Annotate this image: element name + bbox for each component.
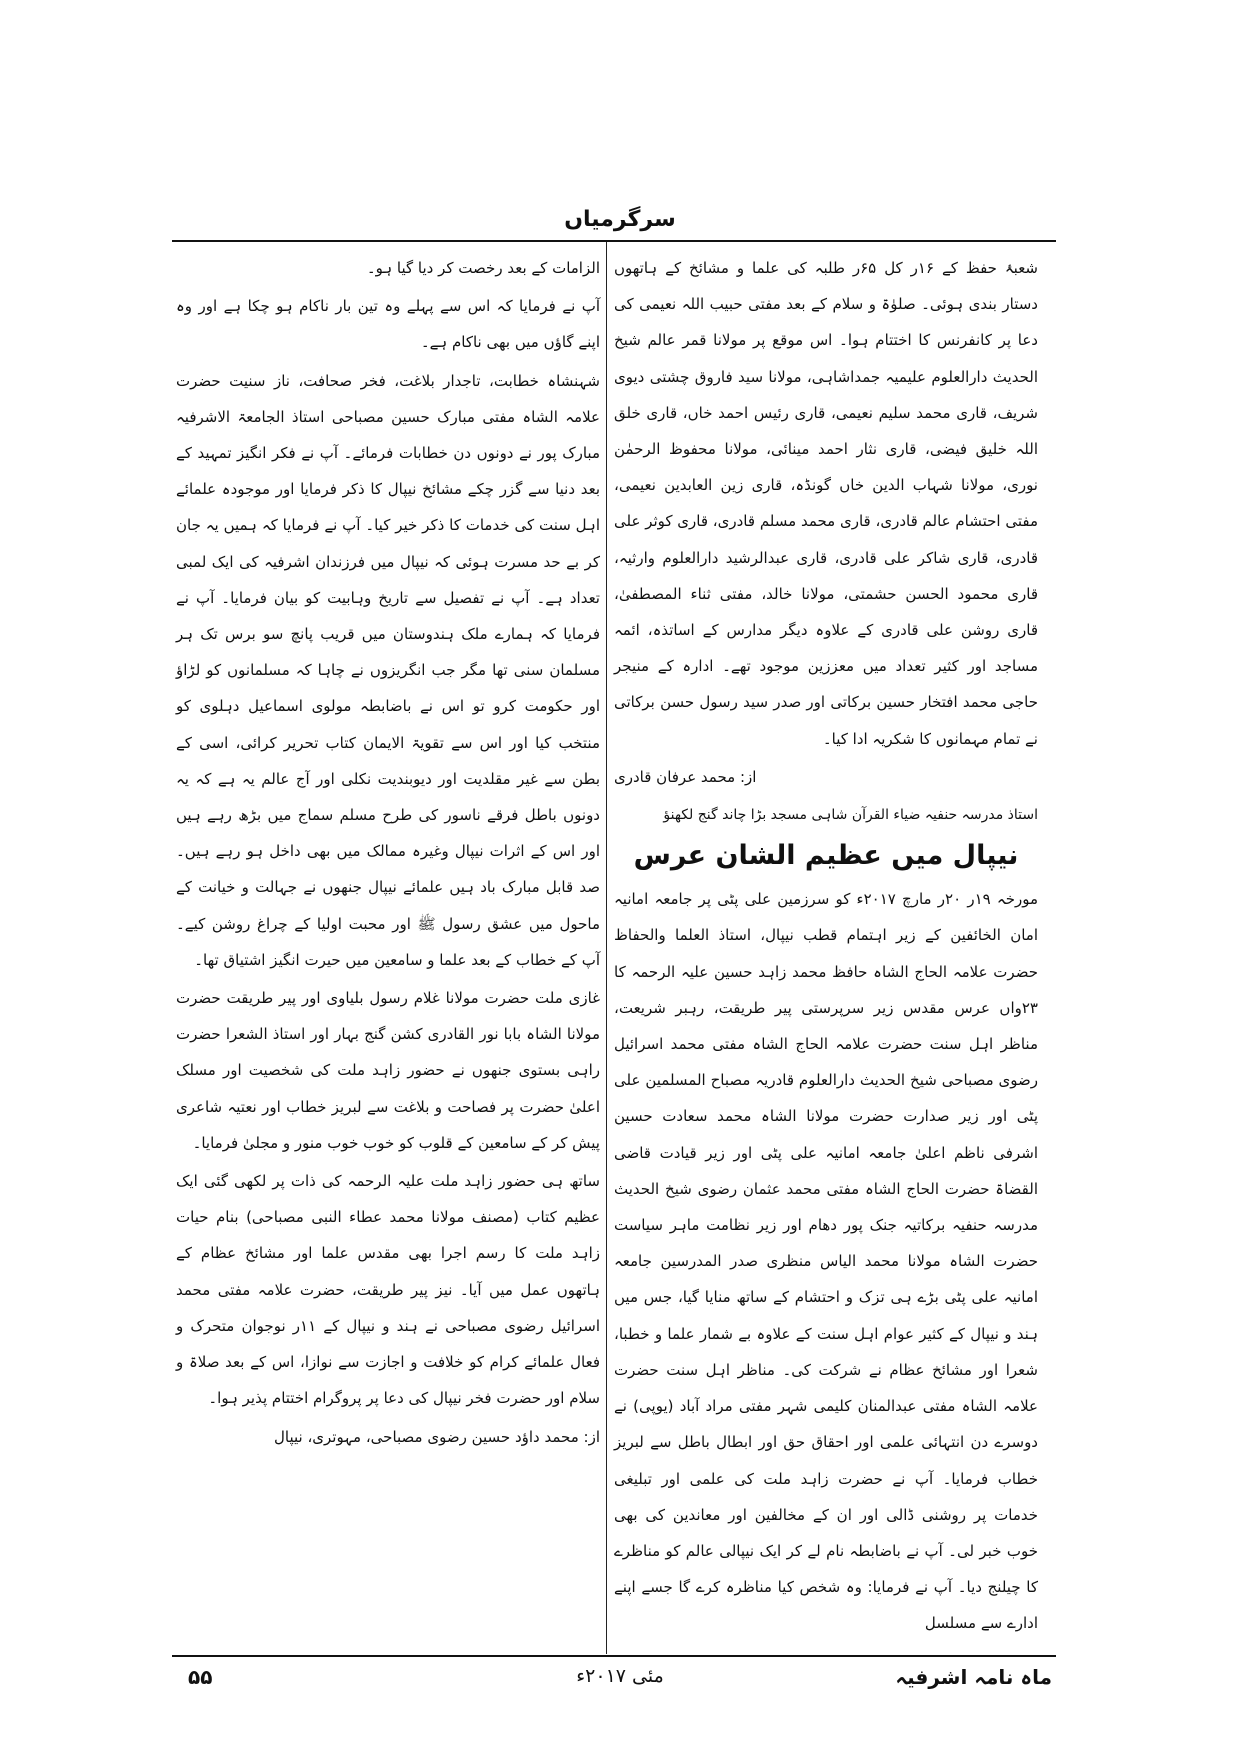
author-affiliation: استاذ مدرسہ حنفیہ ضیاء القرآن شاہی مسجد بڑا چاند گنج لکھنؤ (663, 807, 1038, 824)
author-signature: از: محمد داؤد حسین رضوی مصباحی، مہوتری، نیپال (273, 1427, 600, 1446)
article-paragraph: شہنشاہ خطابت، تاجدار بلاغت، فخر صحافت، ناز سنیت حضرت علامہ الشاہ مفتی مبارک حسین مصباحی استاذ الجامعۃ الاشرفیہ مبارک پور نے دونوں دن خطابات فرمائے۔ آپ نے فکر انگیز تمہید کے بعد دنیا سے گزر چکے مشائخ نیپال کا ذکر فرمایا اور موجودہ علمائے اہل سنت کی خدمات کا ذکر خیر کیا۔ آپ نے فرمایا کہ ہمیں یہ جان کر بے حد مسرت ہوئی کہ نیپال میں فرزندان اشرفیہ کی ایک لمبی تعداد ہے۔ آپ نے تفصیل سے تاریخ وہابیت کو بیان فرمایا۔ آپ نے فرمایا کہ ہمارے ملک ہندوستان میں قریب پانچ سو برس تک ہر مسلمان سنی تھا مگر جب انگریزوں نے چاہا کہ مسلمانوں کو لڑاؤ اور حکومت کرو تو اس نے باضابطہ مولوی اسماعیل دہلوی کو منتخب کیا اور اس سے تقویۃ الایمان کتاب تحریر کرائی، اسی کے بطن سے غیر مقلدیت اور دیوبندیت نکلی اور آج عالم یہ ہے کہ یہ دونوں باطل فرقے ناسور کی طرح مسلم سماج میں بڑھ رہے ہیں اور اس کے اثرات نیپال وغیرہ ممالک میں بھی داخل ہو رہے ہیں۔ صد قابل مبارک باد ہیں علمائے نیپال جنھوں نے جہالت و خیانت کے ماحول میں عشق رسول ﷺ اور محبت اولیا کے چراغ روشن کیے۔ آپ کے خطاب کے بعد علما و سامعین میں حیرت انگیز اشتیاق تھا۔ (176, 371, 600, 969)
article-paragraph: الزامات کے بعد رخصت کر دیا گیا ہو۔ (366, 259, 600, 277)
issue-date: مئی ۲۰۱۷ء (576, 1665, 664, 1687)
right-column (614, 250, 1038, 1644)
footer-rule (172, 1655, 1056, 1657)
left-column (176, 250, 600, 1457)
author-signature: از: محمد عرفان قادری (614, 767, 757, 786)
article-paragraph: ساتھ ہی حضور زاہد ملت علیہ الرحمہ کی ذات پر لکھی گئی ایک عظیم کتاب (مصنف مولانا محمد عطاء النبی مصباحی) بنام حیات زاہد ملت کا رسم اجرا بھی مقدس علما اور مشائخ عظام کے ہاتھوں عمل میں آیا۔ نیز پیر طریقت، حضرت علامہ مفتی محمد اسرائیل رضوی مصباحی نے ہند و نیپال کے ۱۱ر نوجوان متحرک و فعال علمائے کرام کو خلافت و اجازت سے نوازا، اس کے بعد صلاۃ و سلام اور حضرت فخر نیپال کی دعا پر پروگرام اختتام پذیر ہوا۔ (176, 1172, 600, 1408)
publication-name: ماہ نامہ اشرفیہ (895, 1665, 1052, 1689)
article-paragraph: مورخہ ۱۹ر ۲۰ر مارچ ۲۰۱۷ء کو سرزمین علی پٹی پر جامعہ امانیہ امان الخائفین کے زیر اہتمام قطب نیپال، استاذ العلما والحفاظ حضرت علامہ الحاج الشاہ حافظ محمد زاہد حسین علیہ الرحمہ کا ۲۳واں عرس مقدس زیر سرپرستی پیر طریقت، رہبر شریعت، مناظر اہل سنت حضرت علامہ الحاج الشاہ مفتی محمد اسرائیل رضوی مصباحی شیخ الحدیث دارالعلوم قادریہ مصباح المسلمین علی پٹی اور زیر صدارت حضرت مولانا الشاہ محمد سعادت حسین اشرفی ناظم اعلیٰ جامعہ امانیہ علی پٹی اور زیر قیادت قاضی القضاۃ حضرت الحاج الشاہ مفتی محمد عثمان رضوی شیخ الحدیث مدرسہ حنفیہ برکاتیہ جنک پور دھام اور زیر نظامت ماہر سیاست حضرت الشاہ مولانا محمد الیاس منظری صدر المدرسین جامعہ امانیہ علی پٹی بڑے ہی تزک و احتشام کے ساتھ منایا گیا، جس میں ہند و نیپال کے کثیر عوام اہل سنت کے علاوہ بے شمار علما و خطبا، شعرا اور مشائخ عظام نے شرکت کی۔ مناظر اہل سنت حضرت علامہ الشاہ مفتی عبدالمنان کلیمی شہر مفتی مراد آباد (یوپی) نے دوسرے دن انتہائی علمی اور احقاق حق اور ابطال باطل سے لبریز خطاب فرمایا۔ آپ نے حضرت زاہد ملت کی علمی اور تبلیغی خدمات پر روشنی ڈالی اور ان کے مخالفین اور معاندین کی بھی خوب خبر لی۔ آپ نے باضابطہ نام لے کر ایک نیپالی عالم کو مناظرے کا چیلنج دیا۔ آپ نے فرمایا: وہ شخص کیا مناظرہ کرے گا جسے اپنے ادارے سے مسلسل (614, 890, 1039, 1633)
header-rule (172, 240, 1056, 242)
page-number: ۵۵ (188, 1665, 213, 1689)
article-paragraph: غازی ملت حضرت مولانا غلام رسول بلیاوی اور پیر طریقت حضرت مولانا الشاہ بابا نور القادری کشن گنج بہار اور استاذ الشعرا حضرت راہی بستوی جنھوں نے حضور زاہد ملت کی شخصیت اور مسلک اعلیٰ حضرت پر فصاحت و بلاغت سے لبریز خطاب اور نعتیہ شاعری پیش کر کے سامعین کے قلوب کو خوب خوب منور و مجلیٰ فرمایا۔ (176, 989, 600, 1152)
article-paragraph: شعبۂ حفظ کے ۱۶ر کل ۶۵ر طلبہ کی علما و مشائخ کے ہاتھوں دستار بندی ہوئی۔ صلوٰۃ و سلام کے بعد مفتی حبیب اللہ نعیمی کی دعا پر کانفرنس کا اختتام ہوا۔ اس موقع پر مولانا قمر عالم شیخ الحدیث دارالعلوم علیمیہ جمداشاہی، مولانا سید فاروق چشتی دیوی شریف، قاری محمد سلیم نعیمی، قاری رئیس احمد خاں، قاری خلق اللہ خلیق فیضی، قاری نثار احمد مینائی، مولانا محفوظ الرحمٰن نوری، مولانا شہاب الدین خاں گونڈہ، قاری زین العابدین نعیمی، مفتی احتشام عالم قادری، قاری محمد مسلم قادری، قاری کوثر علی قادری، قاری شاکر علی قادری، قاری عبدالرشید دارالعلوم وارثیہ، قاری محمود الحسن حشمتی، مولانا خالد، مفتی ثناء المصطفیٰ، قاری روشن علی قادری کے علاوہ دیگر مدارس کے اساتذہ، ائمہ مساجد اور کثیر تعداد میں معززین موجود تھے۔ ادارہ کے منیجر حاجی محمد افتخار حسین برکاتی اور صدر سید رسول حسن برکاتی نے تمام مہمانوں کا شکریہ ادا کیا۔ (614, 259, 1039, 748)
column-divider (606, 242, 607, 1654)
section-heading: نیپال میں عظیم الشان عرس (633, 840, 1019, 872)
page-title: سرگرمیاں (564, 207, 676, 232)
article-paragraph: آپ نے فرمایا کہ اس سے پہلے وہ تین بار ناکام ہو چکا ہے اور وہ اپنے گاؤں میں بھی ناکام ہے۔ (176, 297, 600, 352)
